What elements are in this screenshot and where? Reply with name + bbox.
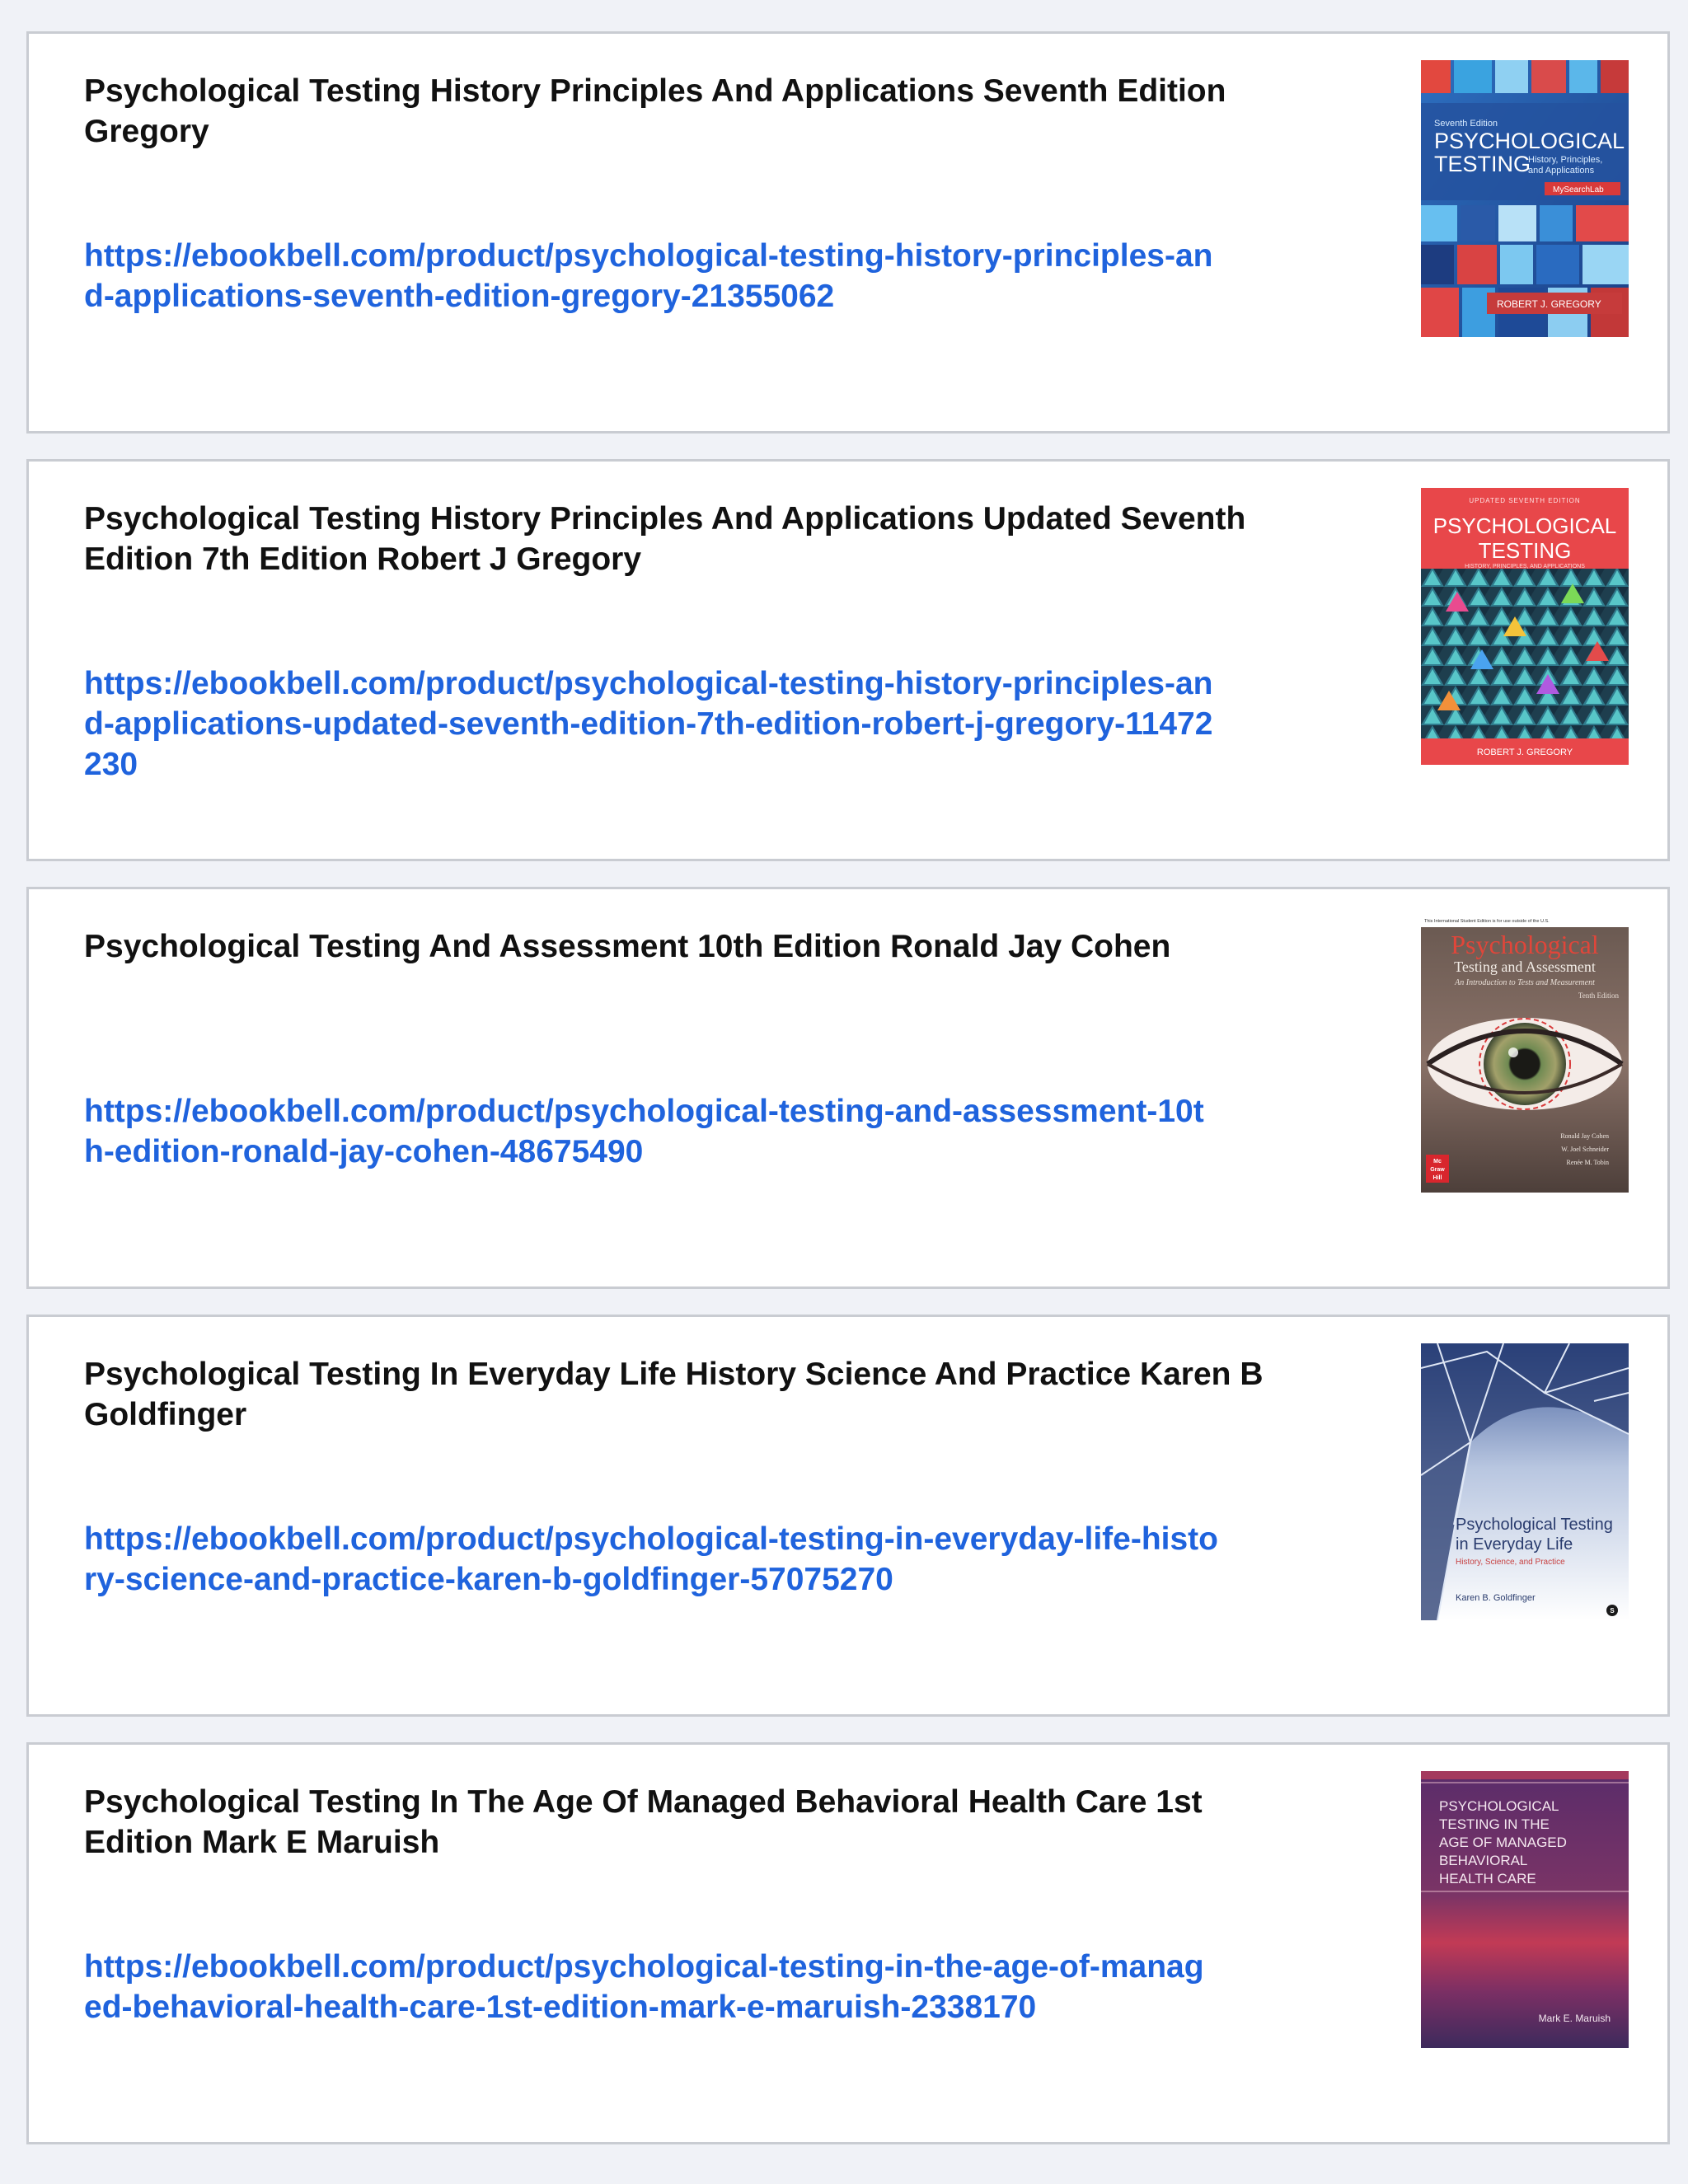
cover-author-text: ROBERT J. GREGORY bbox=[1497, 298, 1601, 310]
book-cover-image[interactable] bbox=[1421, 488, 1629, 765]
book-cover-image[interactable] bbox=[1421, 1771, 1629, 2048]
cover-edition-text: Seventh Edition bbox=[1434, 119, 1498, 129]
cover-subtitle-text: History, Principles, bbox=[1528, 155, 1603, 165]
book-list bbox=[26, 31, 1670, 2170]
book-card bbox=[26, 1742, 1670, 2144]
cover-title-text: HEALTH CARE bbox=[1439, 1871, 1536, 1886]
book-link[interactable]: https://ebookbell.com/product/psychological-testing-in-the-age-of-managed-behavioral-health-care-1st-edition-mark-e-maruish-2338170 bbox=[84, 1949, 1204, 2025]
cover-author-text: Karen B. Goldfinger bbox=[1456, 1593, 1536, 1603]
book-title: Psychological Testing And Assessment 10th Edition Ronald Jay Cohen bbox=[84, 929, 1171, 964]
cover-title-text: PSYCHOLOGICAL bbox=[1432, 513, 1617, 538]
book-link[interactable]: https://ebookbell.com/product/psychological-testing-history-principles-and-applications-seventh-edition-gregory-21355062 bbox=[84, 238, 1213, 314]
book-title: Psychological Testing In The Age Of Managed Behavioral Health Care 1st Edition Mark E Maruish bbox=[84, 1784, 1203, 1860]
cover-publisher-text: Graw bbox=[1430, 1167, 1445, 1173]
cover-edition-text: UPDATED SEVENTH EDITION bbox=[1469, 497, 1581, 504]
cover-badge-text: MySearchLab bbox=[1553, 185, 1604, 194]
cover-subtitle-text: History, Science, and Practice bbox=[1456, 1558, 1565, 1567]
book-card bbox=[26, 1315, 1670, 1717]
cover-author-text: W. Joel Schneider bbox=[1561, 1146, 1609, 1153]
cover-publisher-text: S bbox=[1610, 1607, 1615, 1615]
cover-subtitle-text: HISTORY, PRINCIPLES, AND APPLICATIONS bbox=[1465, 564, 1585, 569]
book-card bbox=[26, 31, 1670, 434]
book-cover-image[interactable] bbox=[1421, 1343, 1629, 1620]
cover-title-text: AGE OF MANAGED bbox=[1439, 1835, 1567, 1850]
cover-title-text: TESTING IN THE bbox=[1439, 1816, 1550, 1832]
cover-title-text: PSYCHOLOGICAL bbox=[1439, 1798, 1559, 1814]
book-title: Psychological Testing History Principles And Applications Updated Seventh Edition 7th Edition Robert J Gregory bbox=[84, 501, 1246, 577]
cover-subtitle-text: and Applications bbox=[1528, 166, 1595, 176]
cover-author-text: ROBERT J. GREGORY bbox=[1476, 748, 1573, 757]
cover-title-text: Testing and Assessment bbox=[1454, 958, 1596, 975]
book-link[interactable]: https://ebookbell.com/product/psychological-testing-history-principles-and-applications-updated-seventh-edition-7th-edition-robert-j-gregory-11472230 bbox=[84, 666, 1213, 782]
book-card bbox=[26, 887, 1670, 1289]
cover-title-text: PSYCHOLOGICAL bbox=[1434, 129, 1625, 153]
cover-notice-text: This International Student Edition is for use outside of the U.S. bbox=[1424, 919, 1550, 924]
cover-publisher-text: Hill bbox=[1432, 1175, 1442, 1181]
book-title: Psychological Testing In Everyday Life History Science And Practice Karen B Goldfinger bbox=[84, 1357, 1264, 1432]
cover-edition-text: Tenth Edition bbox=[1578, 991, 1619, 1000]
cover-title-text: in Everyday Life bbox=[1456, 1535, 1573, 1554]
cover-author-text: Mark E. Maruish bbox=[1538, 2013, 1611, 2024]
cover-author-text: Ronald Jay Cohen bbox=[1560, 1132, 1609, 1140]
book-title: Psychological Testing History Principles And Applications Seventh Edition Gregory bbox=[84, 73, 1226, 149]
cover-author-text: Renée M. Tobin bbox=[1566, 1159, 1609, 1166]
cover-title-text: Psychological Testing bbox=[1456, 1516, 1613, 1534]
book-link[interactable]: https://ebookbell.com/product/psychological-testing-and-assessment-10th-edition-ronald-jay-cohen-48675490 bbox=[84, 1094, 1204, 1169]
book-cover-image[interactable] bbox=[1421, 60, 1629, 337]
cover-publisher-text: Mc bbox=[1433, 1159, 1442, 1165]
book-card bbox=[26, 459, 1670, 861]
cover-title-text: BEHAVIORAL bbox=[1439, 1853, 1528, 1868]
book-cover-image[interactable] bbox=[1421, 916, 1629, 1193]
cover-subtitle-text: An Introduction to Tests and Measurement bbox=[1455, 978, 1595, 987]
book-link[interactable]: https://ebookbell.com/product/psychological-testing-in-everyday-life-history-science-and-practice-karen-b-goldfinger-57075270 bbox=[84, 1521, 1218, 1597]
cover-title-text: TESTING bbox=[1478, 538, 1572, 563]
cover-title-text: Psychological bbox=[1451, 930, 1599, 959]
cover-title-text: TESTING bbox=[1434, 152, 1531, 176]
